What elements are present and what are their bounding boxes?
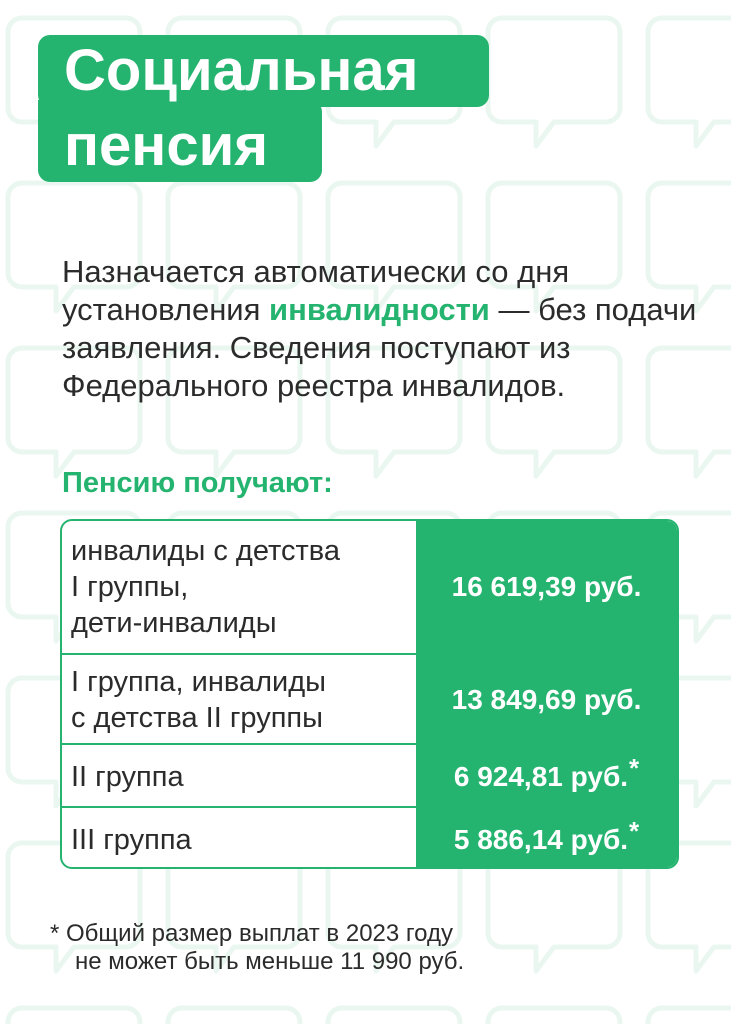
amount-text: 6 924,81 руб. <box>453 760 629 792</box>
footnote <box>50 920 464 976</box>
title-line-1: Социальная <box>64 38 419 103</box>
amount-text: 5 886,14 руб. <box>453 823 629 855</box>
asterisk-mark: * <box>629 816 640 846</box>
row-label-line: дети-инвалиды <box>71 607 277 639</box>
row-label <box>62 655 416 745</box>
row-label-line: III группа <box>71 823 192 856</box>
row-amount <box>416 655 677 745</box>
row-amount <box>416 745 677 808</box>
footnote-line-2: не может быть меньше 11 990 руб. <box>75 948 465 975</box>
pension-table <box>60 519 679 869</box>
table-row <box>62 806 677 869</box>
footnote-line-1: * Общий размер выплат в 2023 году <box>50 920 453 947</box>
asterisk-mark: * <box>629 753 640 783</box>
recipients-heading: Пенсию получают: <box>62 467 333 499</box>
amount-text: 13 849,69 руб. <box>451 684 642 715</box>
row-amount <box>416 521 677 653</box>
intro-highlight: инвалидности <box>269 292 490 327</box>
intro-part-2: — без подачи заявления. Сведения поступают из Федерального реестра инвалидов. <box>62 292 697 403</box>
intro-text <box>62 253 702 405</box>
amount-text: 16 619,39 руб. <box>451 571 642 602</box>
table-row <box>62 743 677 808</box>
row-label <box>62 745 416 808</box>
row-amount <box>416 808 677 869</box>
row-label-line: I группы, <box>71 571 189 603</box>
title-line-2: пенсия <box>64 113 269 178</box>
row-label-line: с детства II группы <box>71 702 323 734</box>
table-row <box>62 653 677 745</box>
row-label-line: I группа, инвалиды <box>71 666 326 698</box>
row-label-line: II группа <box>71 760 184 793</box>
row-label-line: инвалиды с детства <box>71 535 340 567</box>
table-row <box>62 521 677 653</box>
intro-part-1: Назначается автоматически со дня установления <box>62 254 570 327</box>
row-label <box>62 808 416 869</box>
row-label <box>62 521 416 653</box>
